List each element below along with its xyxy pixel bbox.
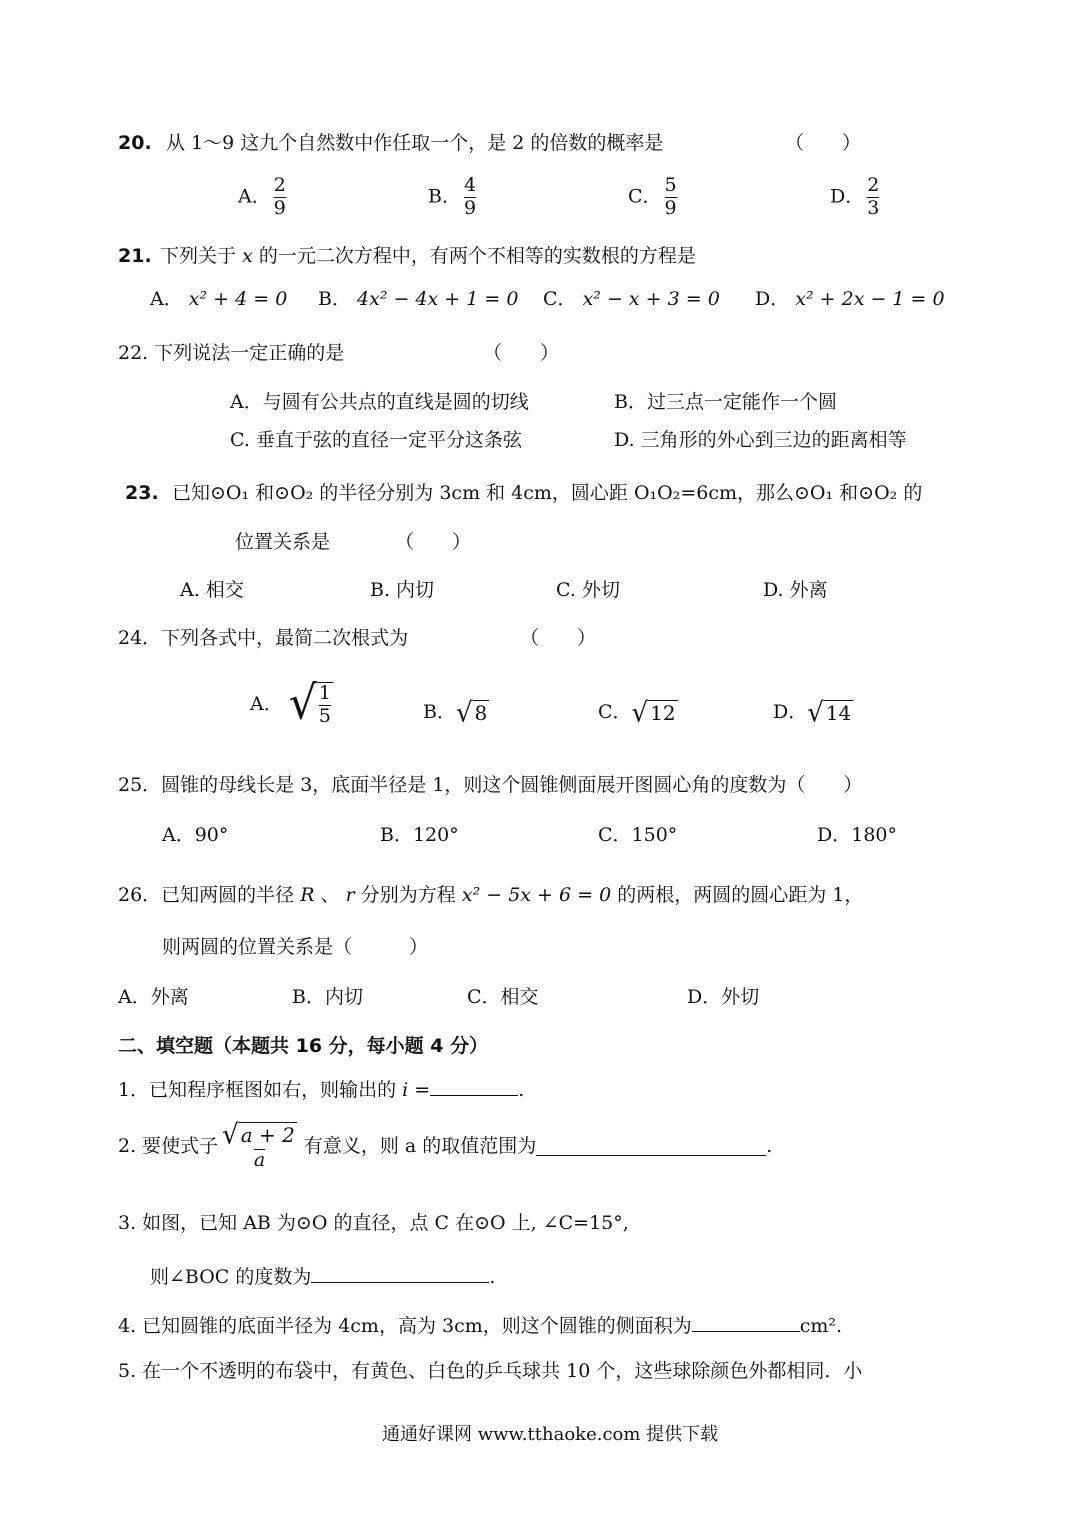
q24-paren: （ ） bbox=[520, 627, 597, 649]
option-letter: C． bbox=[628, 185, 662, 208]
q21-text: 下列关于 x 的一元二次方程中，有两个不相等的实数根的方程是 bbox=[160, 245, 696, 267]
fraction: √ a + 2 a bbox=[222, 1119, 295, 1171]
q26-text: 26．已知两圆的半径 R 、 r 分别为方程 x² − 5x + 6 = 0 的两根，两圆的圆心距为 1， bbox=[118, 884, 864, 906]
q22-option-a: A．与圆有公共点的直线是圆的切线 bbox=[230, 391, 529, 413]
radical: √ $\frac{1}{5}$ bbox=[288, 676, 331, 731]
q21-option-d: D． x² + 2x − 1 = 0 bbox=[755, 288, 945, 310]
q21-option-b: B． 4x² − 4x + 1 = 0 bbox=[318, 288, 519, 310]
q24-option-c: C． √ 12 bbox=[598, 697, 676, 729]
answer-blank[interactable] bbox=[692, 1313, 800, 1332]
q26-option-c: C．相交 bbox=[467, 986, 539, 1008]
q23-option-b: B. 内切 bbox=[370, 579, 435, 601]
section-title: 二、填空题（本题共 16 分，每小题 4 分） bbox=[118, 1035, 489, 1057]
q26-option-b: B．内切 bbox=[292, 986, 363, 1008]
q22-paren: （ ） bbox=[483, 342, 560, 364]
option-letter: B． bbox=[428, 185, 461, 208]
q23-paren: （ ） bbox=[395, 531, 472, 553]
q23-option-d: D. 外离 bbox=[763, 579, 828, 601]
q24-option-b: B． √ 8 bbox=[423, 697, 488, 729]
q22-option-d: D. 三角形的外心到三边的距离相等 bbox=[614, 429, 907, 451]
option-letter: D． bbox=[830, 185, 865, 208]
q26-option-a: A．外离 bbox=[118, 986, 189, 1008]
answer-blank[interactable] bbox=[311, 1264, 489, 1283]
fraction: $\frac{4}{9}$ bbox=[463, 174, 477, 219]
radical: √ 8 bbox=[455, 697, 488, 729]
fill-3-line2: 则∠BOC 的度数为 . bbox=[150, 1266, 496, 1288]
q23-line1: 已知⊙O₁ 和⊙O₂ 的半径分别为 3cm 和 4cm，圆心距 O₁O₂=6cm，那么⊙O₁ 和⊙O₂ 的 bbox=[172, 482, 923, 504]
fill-3-line1: 3. 如图，已知 AB 为⊙O 的直径，点 C 在⊙O 上, ∠C=15°, bbox=[118, 1212, 629, 1234]
q25-text: 25．圆锥的母线长是 3，底面半径是 1，则这个圆锥侧面展开图圆心角的度数为（ ） bbox=[118, 774, 863, 796]
radical: √ 14 bbox=[807, 697, 852, 729]
q25-option-d: D．180° bbox=[817, 824, 897, 846]
equation: x² + 4 = 0 bbox=[188, 288, 288, 310]
equation: x² − 5x + 6 = 0 bbox=[461, 884, 612, 906]
q24-option-a bbox=[250, 676, 333, 731]
fraction: $\frac{2}{9}$ bbox=[273, 174, 286, 219]
q20-number: 20. bbox=[118, 132, 152, 154]
q21-option-c: C． x² − x + 3 = 0 bbox=[543, 288, 720, 310]
q20-text: 从 1～9 这九个自然数中作任取一个，是 2 的倍数的概率是 bbox=[166, 132, 664, 154]
q20-paren: （ ） bbox=[785, 132, 862, 154]
fraction: $\frac{5}{9}$ bbox=[664, 174, 677, 219]
q23-option-c: C. 外切 bbox=[556, 579, 620, 601]
equation: x² − x + 3 = 0 bbox=[582, 288, 720, 310]
fill-1: 1．已知程序框图如右，则输出的 i = . bbox=[118, 1079, 525, 1101]
q26-option-d: D．外切 bbox=[687, 986, 760, 1008]
fill-2: 2. 要使式子 √ a + 2 a 有意义，则 a 的取值范围为 . bbox=[118, 1119, 773, 1171]
fill-5: 5. 在一个不透明的布袋中，有黄色、白色的乒乓球共 10 个，这些球除颜色外都相同．小 bbox=[118, 1360, 863, 1382]
footer: 通通好课网 www.tthaoke.com 提供下载 bbox=[382, 1424, 719, 1445]
q23-line2: 位置关系是 bbox=[235, 531, 331, 553]
q20-option-b bbox=[428, 176, 479, 219]
q25-option-b: B．120° bbox=[380, 824, 459, 846]
answer-blank[interactable] bbox=[536, 1137, 766, 1156]
q25-option-a: A．90° bbox=[162, 824, 229, 846]
q22-text: 22. 下列说法一定正确的是 bbox=[118, 342, 345, 364]
q23-option-a: A. 相交 bbox=[180, 579, 244, 601]
q20-option-c bbox=[628, 176, 680, 219]
q20-option-a bbox=[238, 176, 289, 219]
q24-option-d: D． √ 14 bbox=[773, 697, 852, 729]
q22-option-c: C. 垂直于弦的直径一定平分这条弦 bbox=[230, 429, 522, 451]
option-letter: A． bbox=[238, 185, 271, 208]
answer-blank[interactable] bbox=[430, 1077, 518, 1096]
q26-line2: 则两圆的位置关系是（ ） bbox=[162, 936, 429, 958]
q21-number: 21. bbox=[118, 245, 152, 267]
fraction: $\frac{2}{3}$ bbox=[867, 174, 880, 219]
q25-option-c: C．150° bbox=[598, 824, 678, 846]
q23-number: 23. bbox=[125, 482, 159, 504]
fill-4: 4. 已知圆锥的底面半径为 4cm，高为 3cm，则这个圆锥的侧面积为 cm². bbox=[118, 1315, 843, 1337]
q21-option-a: A． x² + 4 = 0 bbox=[150, 288, 288, 310]
equation: 4x² − 4x + 1 = 0 bbox=[357, 288, 519, 310]
option-letter: A． bbox=[250, 692, 283, 715]
equation: x² + 2x − 1 = 0 bbox=[795, 288, 945, 310]
q24-text: 24．下列各式中，最简二次根式为 bbox=[118, 627, 409, 649]
q20-option-d bbox=[830, 176, 882, 219]
q22-option-b: B．过三点一定能作一个圆 bbox=[614, 391, 837, 413]
radical: √ 12 bbox=[631, 697, 676, 729]
